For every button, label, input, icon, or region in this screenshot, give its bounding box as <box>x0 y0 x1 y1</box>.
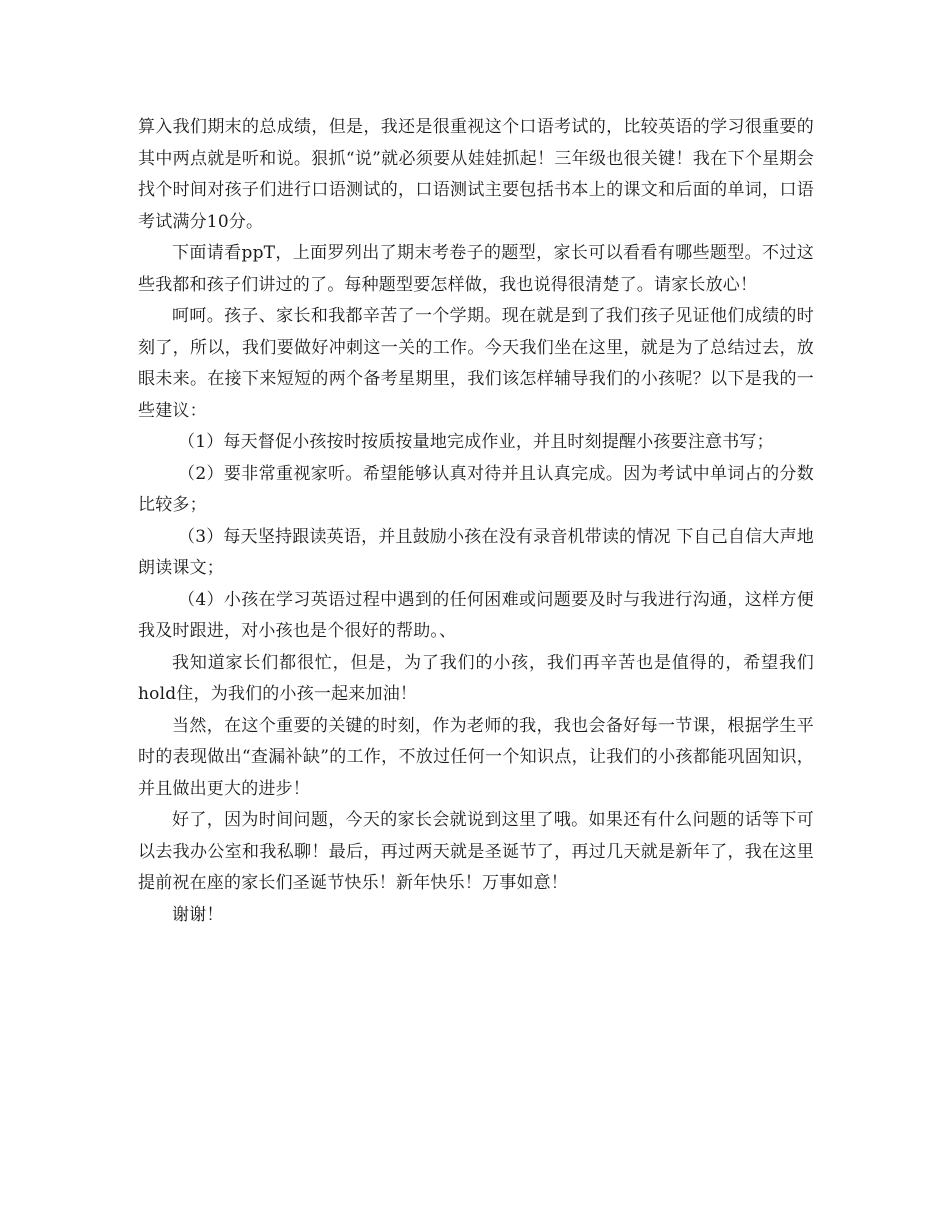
list-item-dictation: （2）要非常重视家听。希望能够认真对待并且认真完成。因为考试中单词占的分数比较多； <box>138 463 814 515</box>
paragraph-exam-types: 下面请看ppT，上面罗列出了期末考卷子的题型，家长可以看看有哪些题型。不过这些我都和孩子们讲过的了。每种题型要怎样做，我也说得很清楚了。请家长放心！ <box>138 243 814 295</box>
paragraph-closing: 好了，因为时间问题，今天的家长会就说到这里了哦。如果还有什么问题的话等下可以去我办公室和我私聊！最后，再过两天就是圣诞节了，再过几天就是新年了，我在这里提前祝在座的家长们圣诞节快乐！新年快乐！万事如意！ <box>138 810 814 893</box>
paragraph-thanks: 谢谢！ <box>172 904 224 925</box>
paragraph-teacher-commitment: 当然，在这个重要的关键的时刻，作为老师的我，我也会备好每一节课，根据学生平时的表现做出“查漏补缺”的工作，不放过任何一个知识点，让我们的小孩都能巩固知识，并且做出更大的进步！ <box>138 715 814 799</box>
paragraph-encouragement: 我知道家长们都很忙，但是，为了我们的小孩，我们再辛苦也是值得的，希望我们hold住，为我们的小孩一起来加油！ <box>138 652 814 704</box>
list-item-reading: （3）每天坚持跟读英语，并且鼓励小孩在没有录音机带读的情况 下自己自信大声地朗读课文； <box>138 526 814 578</box>
paragraph-suggestions-intro: 呵呵。孩子、家长和我都辛苦了一个学期。现在就是到了我们孩子见证他们成绩的时刻了，所以，我们要做好冲刺这一关的工作。今天我们坐在这里，就是为了总结过去，放眼未来。在接下来短短的两个备考星期里，我们该怎样辅导我们的小孩呢？以下是我的一些建议： <box>138 306 814 421</box>
list-item-communication: （4）小孩在学习英语过程中遇到的任何困难或问题要及时与我进行沟通，这样方便我及时跟进，对小孩也是个很好的帮助。、 <box>138 589 814 641</box>
document-body <box>138 112 814 931</box>
paragraph-continuation: 算入我们期末的总成绩，但是，我还是很重视这个口语考试的，比较英语的学习很重要的其中两点就是听和说。狠抓“说”就必须要从娃娃抓起！三年级也很关键！我在下个星期会找个时间对孩子们进行口语测试的，口语测试主要包括书本上的课文和后面的单词，口语考试满分10分。 <box>138 117 814 232</box>
list-item-homework: （1）每天督促小孩按时按质按量地完成作业，并且时刻提醒小孩要注意书写； <box>178 432 774 452</box>
